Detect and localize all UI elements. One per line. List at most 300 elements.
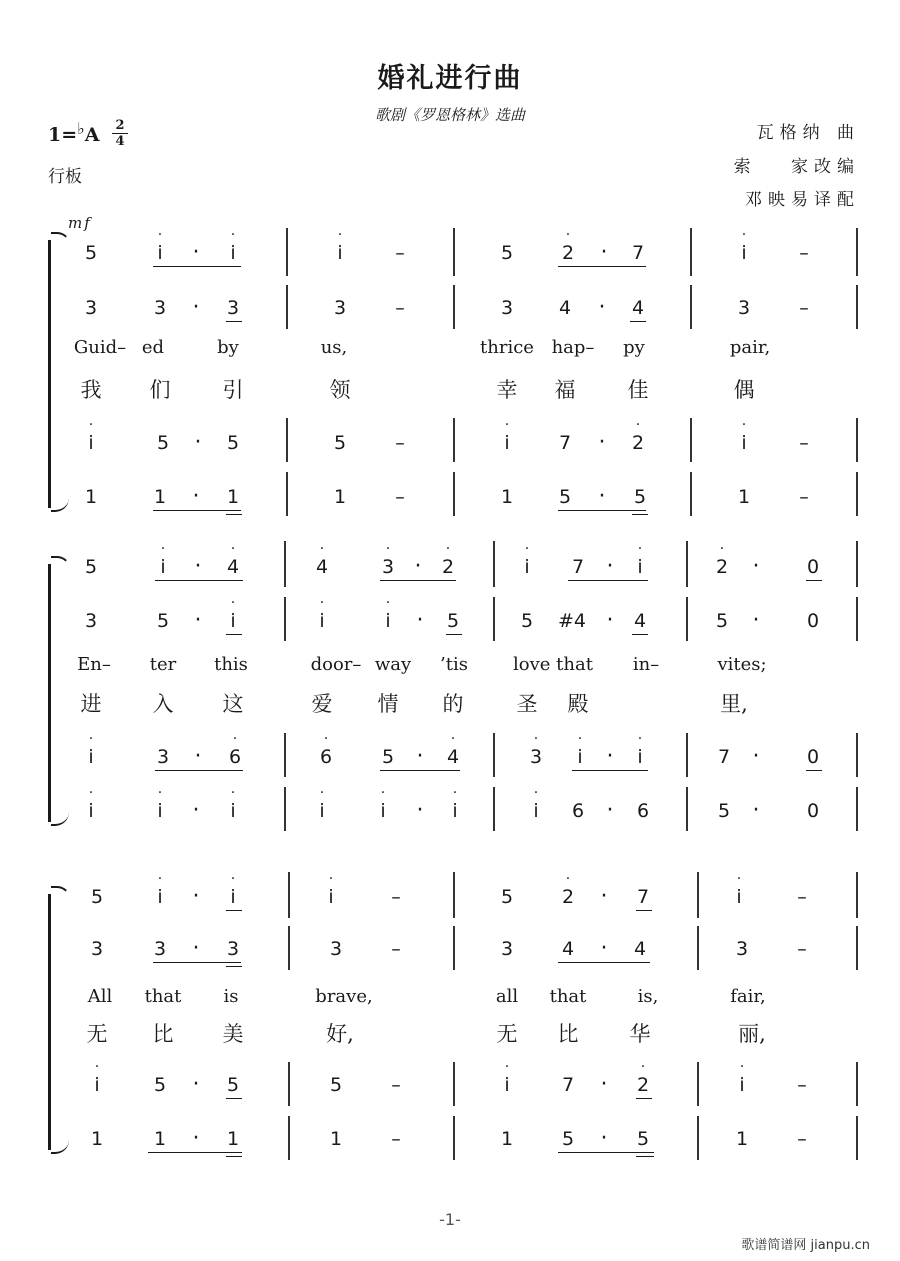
lyric: 入 xyxy=(152,692,174,716)
underline xyxy=(632,634,648,635)
bar-line xyxy=(856,787,858,831)
note: · i xyxy=(385,595,391,632)
note: 4 xyxy=(633,938,647,960)
note: · i xyxy=(157,227,163,264)
lyric: ’tis xyxy=(440,654,468,675)
note: 5 xyxy=(561,1128,575,1150)
underline xyxy=(558,266,646,267)
note: 5 xyxy=(500,886,514,908)
page-number: -1- xyxy=(439,1210,461,1229)
lyric: 进 xyxy=(80,692,102,716)
note: 1 xyxy=(329,1128,343,1150)
note: · i xyxy=(452,785,458,822)
dot: · xyxy=(598,430,606,455)
note: 5 xyxy=(156,610,170,632)
key-signature xyxy=(48,119,100,146)
dot: · xyxy=(192,1126,200,1151)
brace-top xyxy=(51,886,71,904)
credit-translator: 邓映易译配 xyxy=(745,190,860,210)
note: 3 xyxy=(90,938,104,960)
note: · i xyxy=(88,417,94,454)
dot: · xyxy=(192,936,200,961)
lyric: 这 xyxy=(222,692,244,716)
bar-line xyxy=(856,418,858,462)
credit-composer: 瓦格纳 曲 xyxy=(756,123,860,143)
underline xyxy=(226,966,242,967)
dash: – xyxy=(799,432,809,454)
time-signature xyxy=(112,118,128,149)
lyric: All xyxy=(87,986,113,1007)
note: · i xyxy=(504,1059,510,1096)
dot: · xyxy=(192,295,200,320)
bar-line xyxy=(493,597,495,641)
underline xyxy=(806,580,822,581)
lyric: 无 xyxy=(496,1022,518,1046)
note: 7 xyxy=(558,432,572,454)
note: 1 xyxy=(226,486,240,508)
lyric: in– xyxy=(632,654,660,675)
note: 3 xyxy=(226,297,240,319)
note: · i xyxy=(637,541,643,578)
lyric: 的 xyxy=(442,692,464,716)
note: · i xyxy=(88,731,94,768)
bar-line xyxy=(453,872,455,918)
lyric: 引 xyxy=(222,378,244,402)
lyric: 佳 xyxy=(627,378,649,402)
dot: · xyxy=(192,240,200,265)
underline xyxy=(148,1152,242,1153)
system-brace xyxy=(48,894,51,1150)
dash: – xyxy=(797,886,807,908)
time-top: 2 xyxy=(115,118,125,133)
dash: – xyxy=(799,297,809,319)
note: · i xyxy=(741,417,747,454)
dash: – xyxy=(395,432,405,454)
note: 3 xyxy=(737,297,751,319)
bar-line xyxy=(856,1116,858,1160)
brace-bottom xyxy=(51,494,69,512)
dash: – xyxy=(797,1128,807,1150)
bar-line xyxy=(284,597,286,641)
note: 4 xyxy=(558,297,572,319)
lyric: 们 xyxy=(149,378,171,402)
dot: · xyxy=(600,936,608,961)
bar-line xyxy=(286,228,288,276)
underline xyxy=(558,510,646,511)
underline xyxy=(153,510,241,511)
dot: · xyxy=(606,744,614,769)
note: · i xyxy=(319,595,325,632)
page-title: 婚礼进行曲 xyxy=(377,63,523,94)
lyric: that xyxy=(549,986,587,1007)
bar-line xyxy=(690,228,692,276)
dash: – xyxy=(391,1128,401,1150)
lyric: 偶 xyxy=(733,378,755,402)
dot: · xyxy=(752,744,760,769)
underline xyxy=(226,634,242,635)
bar-line xyxy=(286,472,288,516)
bar-line xyxy=(697,872,699,918)
underline xyxy=(636,910,652,911)
bar-line xyxy=(453,926,455,970)
note: 1 xyxy=(153,1128,167,1150)
note: · i xyxy=(504,417,510,454)
bar-line xyxy=(686,597,688,641)
note: 5 xyxy=(636,1128,650,1150)
lyric: ed xyxy=(141,337,165,358)
bar-line xyxy=(453,418,455,462)
lyric: is xyxy=(223,986,239,1007)
dot: · xyxy=(192,798,200,823)
lyric: this xyxy=(214,654,248,675)
note: · i xyxy=(157,785,163,822)
underline xyxy=(226,514,242,515)
bar-line xyxy=(697,926,699,970)
lyric: Guid– xyxy=(73,337,127,358)
bar-line xyxy=(686,541,688,587)
lyric: by xyxy=(217,337,239,358)
lyric: 圣 xyxy=(516,692,538,716)
bar-line xyxy=(856,285,858,329)
note: 5 xyxy=(717,800,731,822)
bar-line xyxy=(284,541,286,587)
note: · i xyxy=(319,785,325,822)
note: · i xyxy=(230,871,236,908)
note: · i xyxy=(94,1059,100,1096)
note: 3 xyxy=(500,938,514,960)
dash: – xyxy=(797,1074,807,1096)
note: 1 xyxy=(333,486,347,508)
lyric: love that xyxy=(513,654,593,675)
note: 6 xyxy=(636,800,650,822)
dot: · xyxy=(752,554,760,579)
dot: · xyxy=(598,484,606,509)
bar-line xyxy=(493,733,495,777)
bar-line xyxy=(686,733,688,777)
note: · 2 xyxy=(631,417,645,454)
note: · i xyxy=(88,785,94,822)
underline xyxy=(568,580,648,581)
note: · 2 xyxy=(715,541,729,578)
bar-line xyxy=(856,597,858,641)
lyric: 爱 xyxy=(311,692,333,716)
underline xyxy=(226,321,242,322)
underline xyxy=(380,770,460,771)
dot: · xyxy=(192,484,200,509)
bar-line xyxy=(286,418,288,462)
note: · 4 xyxy=(226,541,240,578)
note: · 2 xyxy=(441,541,455,578)
lyric: 殿 xyxy=(567,692,589,716)
note: 0 xyxy=(806,746,820,768)
lyric: 里, xyxy=(720,692,748,716)
note: 5 xyxy=(90,886,104,908)
note: 0 xyxy=(806,800,820,822)
lyric: 美 xyxy=(222,1022,244,1046)
bar-line xyxy=(453,285,455,329)
note: 5 xyxy=(153,1074,167,1096)
lyric: door– xyxy=(310,654,362,675)
bar-line xyxy=(284,787,286,831)
note: 5 xyxy=(84,556,98,578)
note: #4 xyxy=(557,610,587,632)
note: 7 xyxy=(717,746,731,768)
lyric: ter xyxy=(149,654,177,675)
lyric: py xyxy=(623,337,645,358)
dash: – xyxy=(799,486,809,508)
note: 3 xyxy=(153,297,167,319)
bar-line xyxy=(856,1062,858,1106)
note: · i xyxy=(739,1059,745,1096)
note: 5 xyxy=(333,432,347,454)
lyric: thrice xyxy=(480,337,534,358)
lyric: is, xyxy=(637,986,659,1007)
note: · i xyxy=(157,871,163,908)
brace-top xyxy=(51,556,71,574)
lyric: brave, xyxy=(315,986,373,1007)
bar-line xyxy=(288,926,290,970)
note: 5 xyxy=(226,1074,240,1096)
note: 0 xyxy=(806,610,820,632)
bar-line xyxy=(286,285,288,329)
dash: – xyxy=(391,1074,401,1096)
note: · i xyxy=(230,227,236,264)
underline xyxy=(153,962,241,963)
underline xyxy=(572,770,648,771)
lyric: 无 xyxy=(86,1022,108,1046)
note: 0 xyxy=(806,556,820,578)
dot: · xyxy=(416,798,424,823)
bar-line xyxy=(284,733,286,777)
bar-line xyxy=(690,285,692,329)
note: 3 xyxy=(153,938,167,960)
note: 5 xyxy=(156,432,170,454)
lyric: 情 xyxy=(377,692,399,716)
dot: · xyxy=(606,798,614,823)
note: · 2 xyxy=(561,227,575,264)
flat-icon: ♭ xyxy=(77,119,85,138)
note: 1 xyxy=(90,1128,104,1150)
note: 5 xyxy=(558,486,572,508)
dot: · xyxy=(194,744,202,769)
note: 5 xyxy=(84,242,98,264)
underline xyxy=(226,910,242,911)
note: 4 xyxy=(631,297,645,319)
bar-line xyxy=(697,1062,699,1106)
underline xyxy=(806,770,822,771)
dash: – xyxy=(395,486,405,508)
note: 1 xyxy=(500,486,514,508)
bar-line xyxy=(856,472,858,516)
page-subtitle: 歌剧《罗恩格林》选曲 xyxy=(374,106,525,124)
underline xyxy=(636,1098,652,1099)
dot: · xyxy=(606,554,614,579)
dash: – xyxy=(797,938,807,960)
bar-line xyxy=(493,541,495,587)
bar-line xyxy=(856,872,858,918)
bar-line xyxy=(288,1062,290,1106)
underline xyxy=(558,1152,654,1153)
lyric: that xyxy=(144,986,182,1007)
dot: · xyxy=(752,608,760,633)
dot: · xyxy=(600,240,608,265)
note: 3 xyxy=(84,610,98,632)
bar-line xyxy=(856,926,858,970)
note: 3 xyxy=(329,938,343,960)
note: 3 xyxy=(500,297,514,319)
bar-line xyxy=(453,1116,455,1160)
underline xyxy=(630,321,646,322)
dot: · xyxy=(600,884,608,909)
dot: · xyxy=(416,608,424,633)
note: 3 xyxy=(84,297,98,319)
lyric: 福 xyxy=(554,378,576,402)
note: · i xyxy=(577,731,583,768)
dot: · xyxy=(598,295,606,320)
note: 1 xyxy=(153,486,167,508)
brace-top xyxy=(51,232,71,250)
note: · 3 xyxy=(381,541,395,578)
bar-line xyxy=(288,1116,290,1160)
bar-line xyxy=(690,472,692,516)
key-prefix: 1= xyxy=(48,124,78,146)
note: · i xyxy=(337,227,343,264)
underline xyxy=(226,1156,242,1157)
note: 6 xyxy=(571,800,585,822)
underline xyxy=(380,580,456,581)
bar-line xyxy=(288,872,290,918)
note: 5 xyxy=(633,486,647,508)
underline xyxy=(155,580,243,581)
dash: – xyxy=(799,242,809,264)
note: 7 xyxy=(631,242,645,264)
underline xyxy=(155,770,243,771)
dot: · xyxy=(414,554,422,579)
note: 3 xyxy=(156,746,170,768)
note: 5 xyxy=(329,1074,343,1096)
dot: · xyxy=(606,608,614,633)
dot: · xyxy=(752,798,760,823)
dot: · xyxy=(600,1072,608,1097)
lyric: 我 xyxy=(80,378,102,402)
note: 7 xyxy=(571,556,585,578)
bar-line xyxy=(686,787,688,831)
note: 3 xyxy=(735,938,749,960)
bar-line xyxy=(453,1062,455,1106)
note: · i xyxy=(637,731,643,768)
lyric: hap– xyxy=(551,337,595,358)
note: · i xyxy=(736,871,742,908)
note: 5 xyxy=(446,610,460,632)
note: 1 xyxy=(84,486,98,508)
dash: – xyxy=(391,938,401,960)
time-bottom: 4 xyxy=(112,133,128,149)
note: 4 xyxy=(633,610,647,632)
note: · 4 xyxy=(315,541,329,578)
lyric: 华 xyxy=(629,1022,651,1046)
note: · 6 xyxy=(228,731,242,768)
bar-line xyxy=(690,418,692,462)
key-letter: A xyxy=(84,124,100,146)
watermark: 歌谱简谱网 jianpu.cn xyxy=(741,1238,870,1253)
note: 5 xyxy=(520,610,534,632)
note: · i xyxy=(160,541,166,578)
bar-line xyxy=(856,733,858,777)
underline xyxy=(636,1156,654,1157)
note: 5 xyxy=(500,242,514,264)
note: · i xyxy=(380,785,386,822)
lyric: fair, xyxy=(730,986,766,1007)
lyric: 比 xyxy=(557,1022,579,1046)
note: · 3 xyxy=(529,731,543,768)
brace-bottom xyxy=(51,1136,69,1154)
brace-bottom xyxy=(51,808,69,826)
note: · i xyxy=(533,785,539,822)
bar-line xyxy=(453,228,455,276)
note: · 4 xyxy=(446,731,460,768)
lyric: 幸 xyxy=(496,378,518,402)
note: 1 xyxy=(735,1128,749,1150)
note: 5 xyxy=(381,746,395,768)
lyric: 好, xyxy=(326,1022,354,1046)
note: · i xyxy=(524,541,530,578)
note: · i xyxy=(230,595,236,632)
lyric: vites; xyxy=(717,654,767,675)
dot: · xyxy=(194,430,202,455)
note: 1 xyxy=(500,1128,514,1150)
note: · i xyxy=(328,871,334,908)
tempo-marking: 行板 xyxy=(48,167,82,187)
dot: · xyxy=(192,884,200,909)
underline xyxy=(446,634,462,635)
note: 4 xyxy=(561,938,575,960)
lyric: us, xyxy=(320,337,348,358)
note: · 6 xyxy=(319,731,333,768)
dot: · xyxy=(192,1072,200,1097)
note: 5 xyxy=(226,432,240,454)
dot: · xyxy=(416,744,424,769)
system-brace xyxy=(48,564,51,822)
bar-line xyxy=(453,472,455,516)
bar-line xyxy=(697,1116,699,1160)
lyric: all xyxy=(495,986,519,1007)
underline xyxy=(226,1098,242,1099)
bar-line xyxy=(856,541,858,587)
lyric: En– xyxy=(77,654,111,675)
dynamic-marking: mf xyxy=(68,214,92,232)
lyric: 比 xyxy=(152,1022,174,1046)
dot: · xyxy=(194,608,202,633)
note: · 2 xyxy=(636,1059,650,1096)
underline xyxy=(558,962,650,963)
dash: – xyxy=(395,242,405,264)
underline xyxy=(153,266,241,267)
credit-arranger: 索 家改编 xyxy=(733,157,860,177)
lyric: way xyxy=(374,654,412,675)
bar-line xyxy=(493,787,495,831)
dot: · xyxy=(194,554,202,579)
note: 5 xyxy=(715,610,729,632)
note: 1 xyxy=(737,486,751,508)
note: 3 xyxy=(226,938,240,960)
lyric: pair, xyxy=(729,337,771,358)
lyric: 丽, xyxy=(738,1022,766,1046)
note: · i xyxy=(230,785,236,822)
system-brace xyxy=(48,240,51,508)
note: 3 xyxy=(333,297,347,319)
lyric: 领 xyxy=(329,378,351,402)
note: 7 xyxy=(561,1074,575,1096)
